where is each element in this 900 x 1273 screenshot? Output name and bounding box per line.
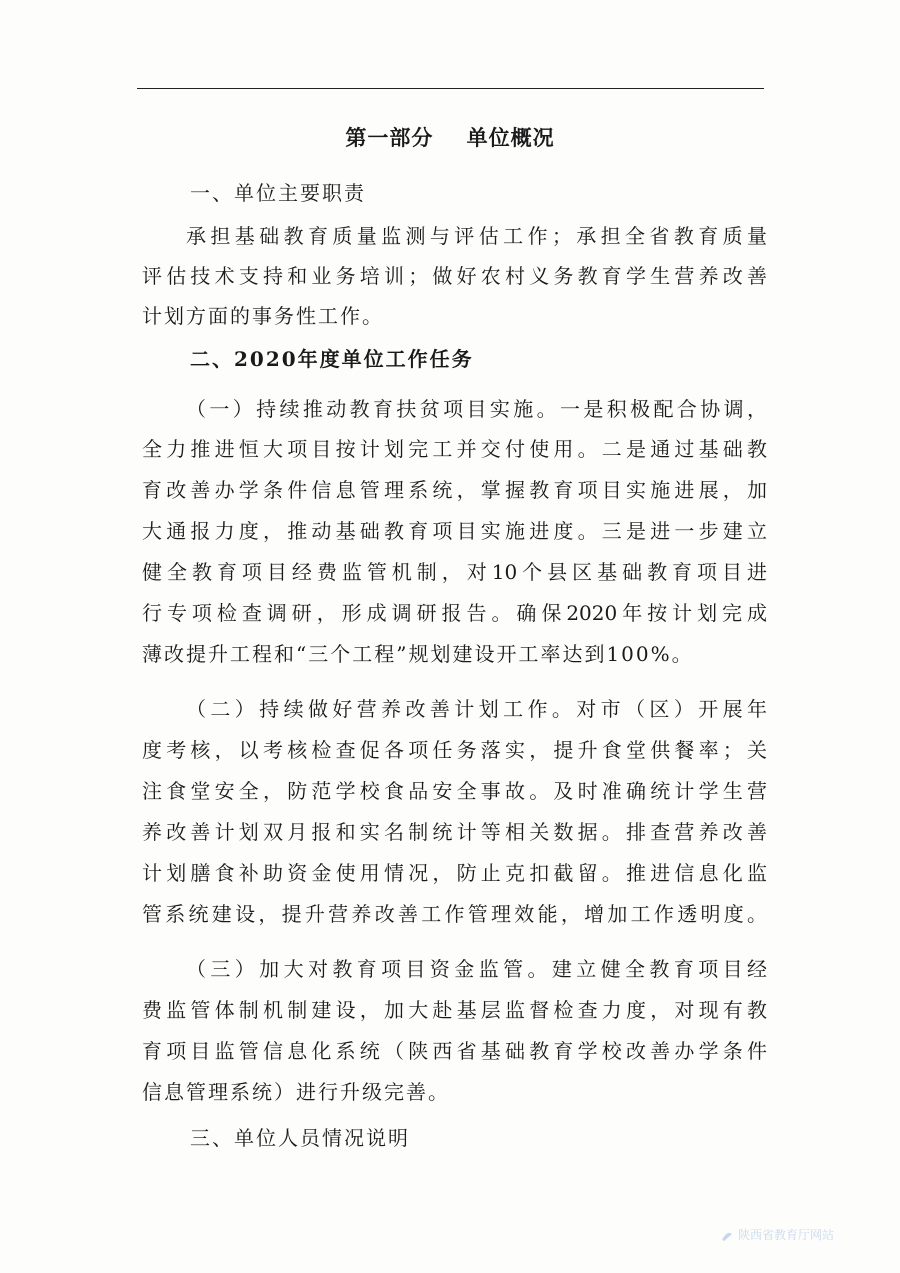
para1-line: （一）持续推动教育扶贫项目实施。一是积极配合协调， xyxy=(186,397,767,421)
para3-line: 信息管理系统）进行升级完善。 xyxy=(142,1080,450,1104)
para1-line: 健全教育项目经费监管机制，对10个县区基础教育项目进 xyxy=(142,560,767,584)
para2-line: 注食堂安全，防范学校食品安全事故。及时准确统计学生营 xyxy=(142,779,767,803)
para2-line: 计划膳食补助资金使用情况，防止克扣截留。推进信息化监 xyxy=(142,861,767,885)
watermark-text: 陕西省教育厅网站 xyxy=(738,1228,835,1242)
para1-line: 育改善办学条件信息管理系统，掌握教育项目实施进展，加 xyxy=(142,478,767,502)
section1-line: 评估技术支持和业务培训；做好农村义务教育学生营养改善 xyxy=(142,264,767,288)
watermark-logo-icon xyxy=(720,1229,734,1243)
section1-line: 承担基础教育质量监测与评估工作；承担全省教育质量 xyxy=(186,224,767,248)
para1-line: 薄改提升工程和“三个工程”规划建设开工率达到100%。 xyxy=(142,642,694,666)
para1-line: 大通报力度，推动基础教育项目实施进度。三是进一步建立 xyxy=(142,519,767,543)
para2-line: 养改善计划双月报和实名制统计等相关数据。排查营养改善 xyxy=(142,820,767,844)
para3-line: 费监管体制机制建设，加大赴基层监督检查力度，对现有教 xyxy=(142,998,767,1022)
para2-line: 度考核，以考核检查促各项任务落实，提升食堂供餐率；关 xyxy=(142,738,767,762)
section3-heading: 三、单位人员情况说明 xyxy=(190,1126,410,1150)
para3-line: （三）加大对教育项目资金监管。建立健全教育项目经 xyxy=(186,957,767,981)
para1-line: 全力推进恒大项目按计划完工并交付使用。二是通过基础教 xyxy=(142,437,767,461)
section1-line: 计划方面的事务性工作。 xyxy=(142,304,384,328)
header-rule xyxy=(137,88,764,89)
section1-heading: 一、单位主要职责 xyxy=(190,181,366,205)
section2-heading: 二、2020年度单位工作任务 xyxy=(190,347,474,371)
para2-line: 管系统建设，提升营养改善工作管理效能，增加工作透明度。 xyxy=(142,902,767,926)
page-title: 第一部分 单位概况 xyxy=(345,125,555,150)
para3-line: 育项目监管信息化系统（陕西省基础教育学校改善办学条件 xyxy=(142,1039,767,1063)
para1-line: 行专项检查调研，形成调研报告。确保2020年按计划完成 xyxy=(142,601,767,625)
site-watermark xyxy=(720,1226,834,1243)
para2-line: （二）持续做好营养改善计划工作。对市（区）开展年 xyxy=(186,697,767,721)
